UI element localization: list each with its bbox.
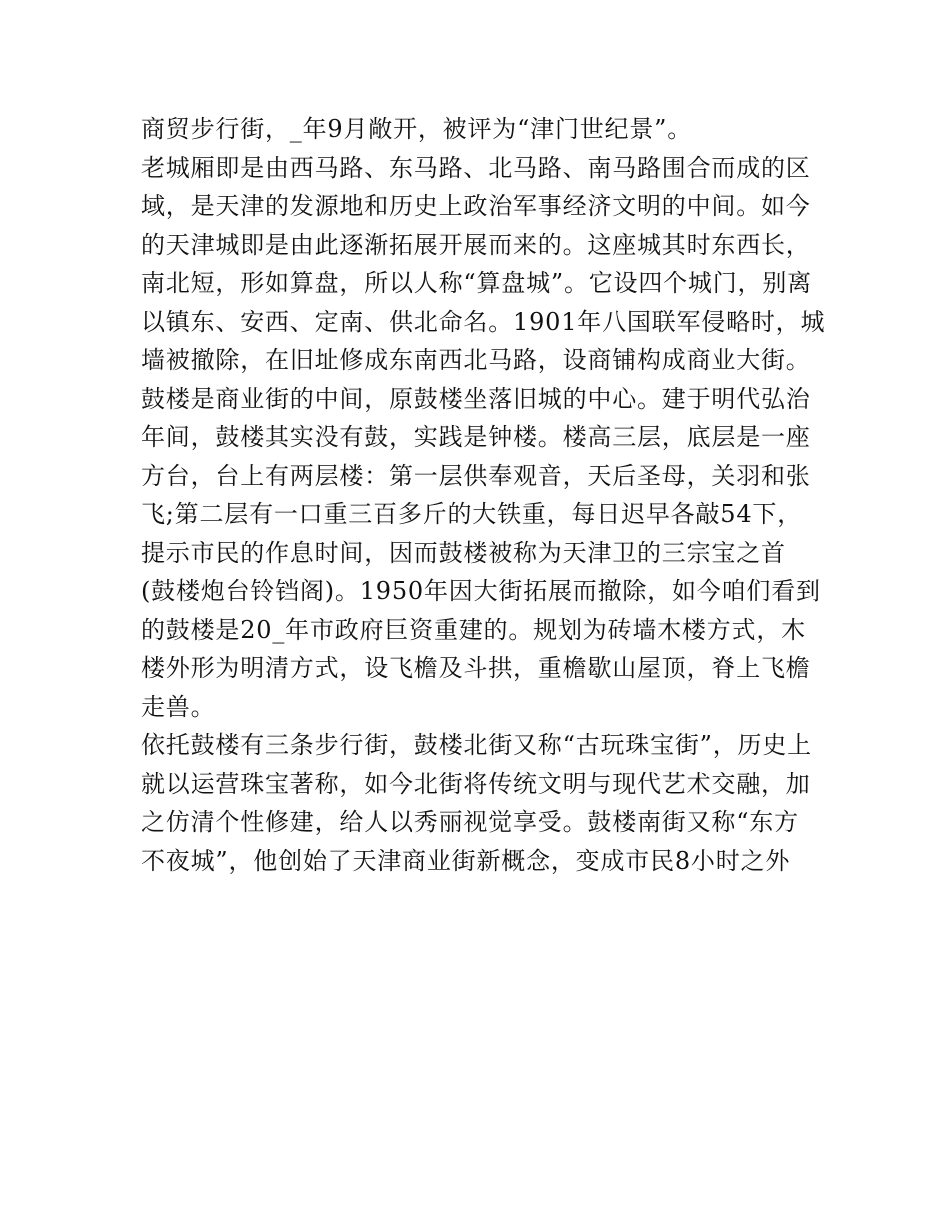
- text-line: 不夜城”，他创始了天津商业街新概念，变成市民8小时之外: [141, 846, 791, 875]
- text-line: 飞;第二层有一口重三百多斤的大铁重，每日迟早各敲54下，: [141, 500, 803, 528]
- text-line: 墙被撤除，在旧址修成东南西北马路，设商铺构成商业大街。: [141, 346, 811, 374]
- text-line: 依托鼓楼有三条步行街，鼓楼北街又称“古玩珠宝街”，历史上: [141, 731, 812, 759]
- text-line: 走兽。: [141, 692, 216, 721]
- text-line: 鼓楼是商业街的中间，原鼓楼坐落旧城的中心。建于明代弘治: [141, 384, 811, 413]
- text-line: 老城厢即是由西马路、东马路、北马路、南马路围合而成的区: [141, 153, 811, 182]
- text-line: 的天津城即是由此逐渐拓展开展而来的。这座城其时东西长，: [141, 230, 811, 259]
- text-line: 商贸步行街，_年9月敞开，被评为“津门世纪景”。: [141, 115, 693, 143]
- text-line: 域，是天津的发源地和历史上政治军事经济文明的中间。如今: [141, 192, 811, 220]
- text-line: 的鼓楼是20_年市政府巨资重建的。规划为砖墙木楼方式，木: [141, 615, 806, 644]
- text-line: (鼓楼炮台铃铛阁)。1950年因大街拓展而撤除，如今咱们看到: [141, 577, 821, 605]
- text-line: 以镇东、安西、定南、供北命名。1901年八国联军侵略时，城: [141, 307, 826, 336]
- text-line: 年间，鼓楼其实没有鼓，实践是钟楼。楼高三层，底层是一座: [141, 423, 811, 451]
- text-line: 之仿清个性修建，给人以秀丽视觉享受。鼓楼南街又称“东方: [141, 808, 799, 836]
- text-line: 提示市民的作息时间，因而鼓楼被称为天津卫的三宗宝之首: [141, 538, 786, 567]
- text-line: 方台，台上有两层楼：第一层供奉观音，天后圣母，关羽和张: [141, 461, 811, 490]
- text-line: 楼外形为明清方式，设飞檐及斗拱，重檐歇山屋顶，脊上飞檐: [141, 654, 811, 682]
- body-text: [141, 110, 826, 880]
- text-line: 南北短，形如算盘，所以人称“算盘城”。它设四个城门，别离: [141, 269, 812, 297]
- text-line: 就以运营珠宝著称，如今北街将传统文明与现代艺术交融，加: [141, 769, 811, 798]
